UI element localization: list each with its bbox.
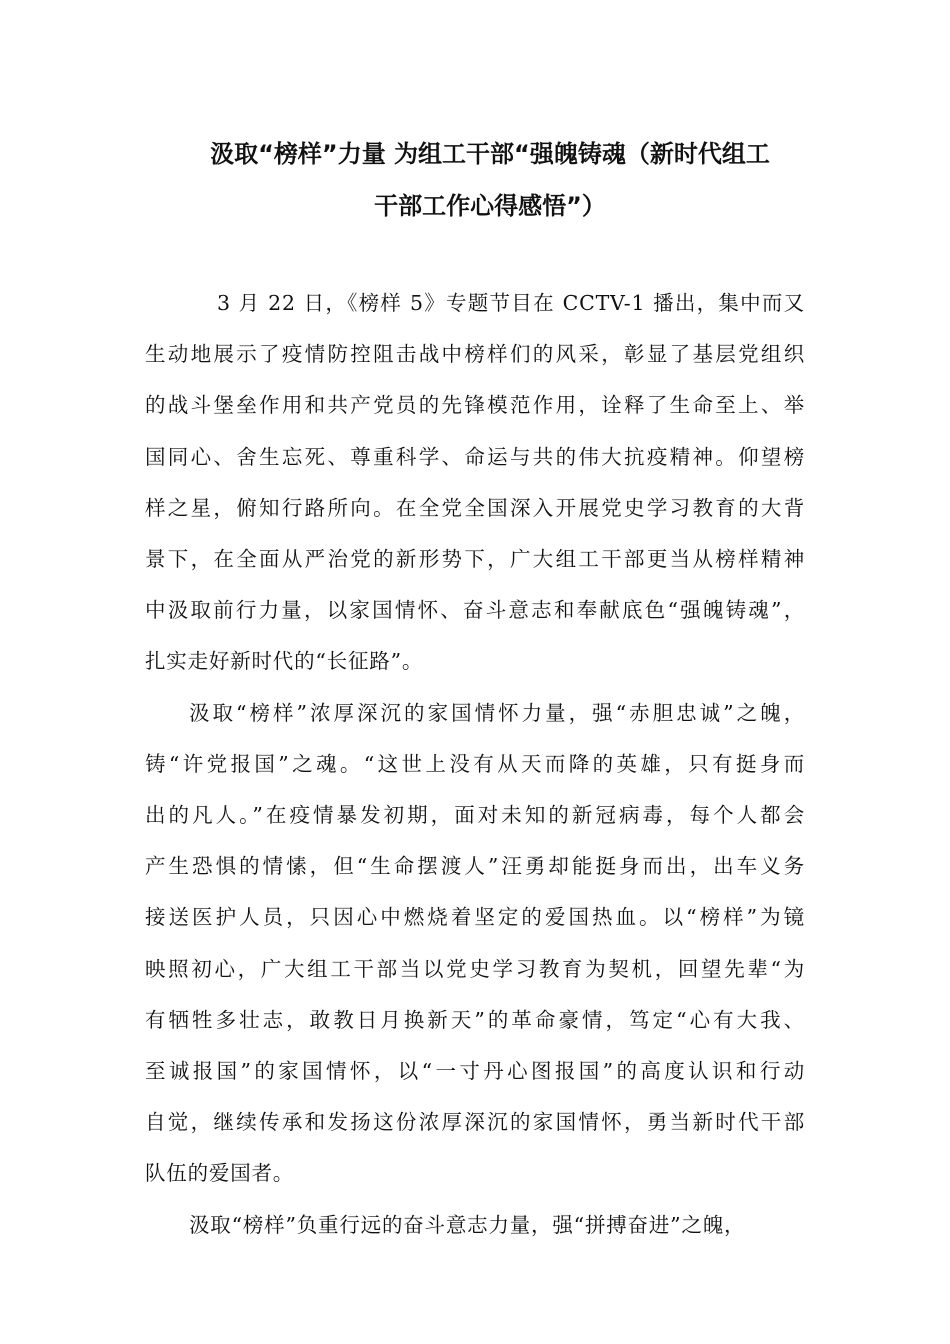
paragraph-line: 队伍的爱国者。 [145, 1161, 295, 1186]
paragraph-line: 生动地展示了疫情防控阻击战中榜样们的风采，彰显了基层党组织 [145, 342, 805, 367]
title-line-1: 汲取“榜样”力量 为组工干部“强魄铸魂（新时代组工 [210, 140, 770, 168]
paragraph-line: 至诚报国”的家国情怀，以“一寸丹心图报国”的高度认识和行动 [145, 1059, 805, 1084]
paragraph-3 [145, 1200, 805, 1251]
paragraph-1 [145, 278, 805, 688]
paragraph-line: 铸“许党报国”之魂。“这世上没有从天而降的英雄，只有挺身而 [145, 751, 805, 776]
paragraph-line: 有牺牲多壮志，敢教日月换新天”的革命豪情，笃定“心有大我、 [145, 1007, 805, 1032]
paragraph-line: 样之星，俯知行路所向。在全党全国深入开展党史学习教育的大背 [145, 495, 805, 520]
paragraph-line: 汲取“榜样”负重行远的奋斗意志力量，强“拼搏奋进”之魄， [189, 1212, 746, 1237]
paragraph-line: 3 月 22 日，《榜样 5》专题节目在 CCTV-1 播出，集中而又 [217, 291, 805, 315]
paragraph-line: 汲取“榜样”浓厚深沉的家国情怀力量，强“赤胆忠诚”之魄， [189, 700, 805, 725]
paragraph-2 [145, 688, 805, 1200]
paragraph-line: 扎实走好新时代的“长征路”。 [145, 649, 424, 674]
paragraph-line: 出的凡人。”在疫情暴发初期，面对未知的新冠病毒，每个人都会 [145, 803, 805, 828]
paragraph-line: 产生恐惧的情愫，但“生命摆渡人”汪勇却能挺身而出，出车义务 [145, 854, 805, 879]
title-line-2: 干部工作心得感悟”） [374, 192, 606, 220]
paragraph-line: 自觉，继续传承和发扬这份浓厚深沉的家国情怀，勇当新时代干部 [145, 1110, 805, 1135]
document-body [145, 278, 805, 1251]
paragraph-line: 接送医护人员，只因心中燃烧着坚定的爱国热血。以“榜样”为镜 [145, 905, 805, 930]
paragraph-line: 景下，在全面从严治党的新形势下，广大组工干部更当从榜样精神 [145, 547, 805, 572]
paragraph-line: 中汲取前行力量，以家国情怀、奋斗意志和奉献底色“强魄铸魂”， [145, 598, 805, 623]
paragraph-line: 的战斗堡垒作用和共产党员的先锋模范作用，诠释了生命至上、举 [145, 393, 805, 418]
paragraph-line: 国同心、舍生忘死、尊重科学、命运与共的伟大抗疫精神。仰望榜 [145, 444, 805, 469]
document-title [140, 128, 840, 232]
paragraph-line: 映照初心，广大组工干部当以党史学习教育为契机，回望先辈“为 [145, 956, 805, 981]
